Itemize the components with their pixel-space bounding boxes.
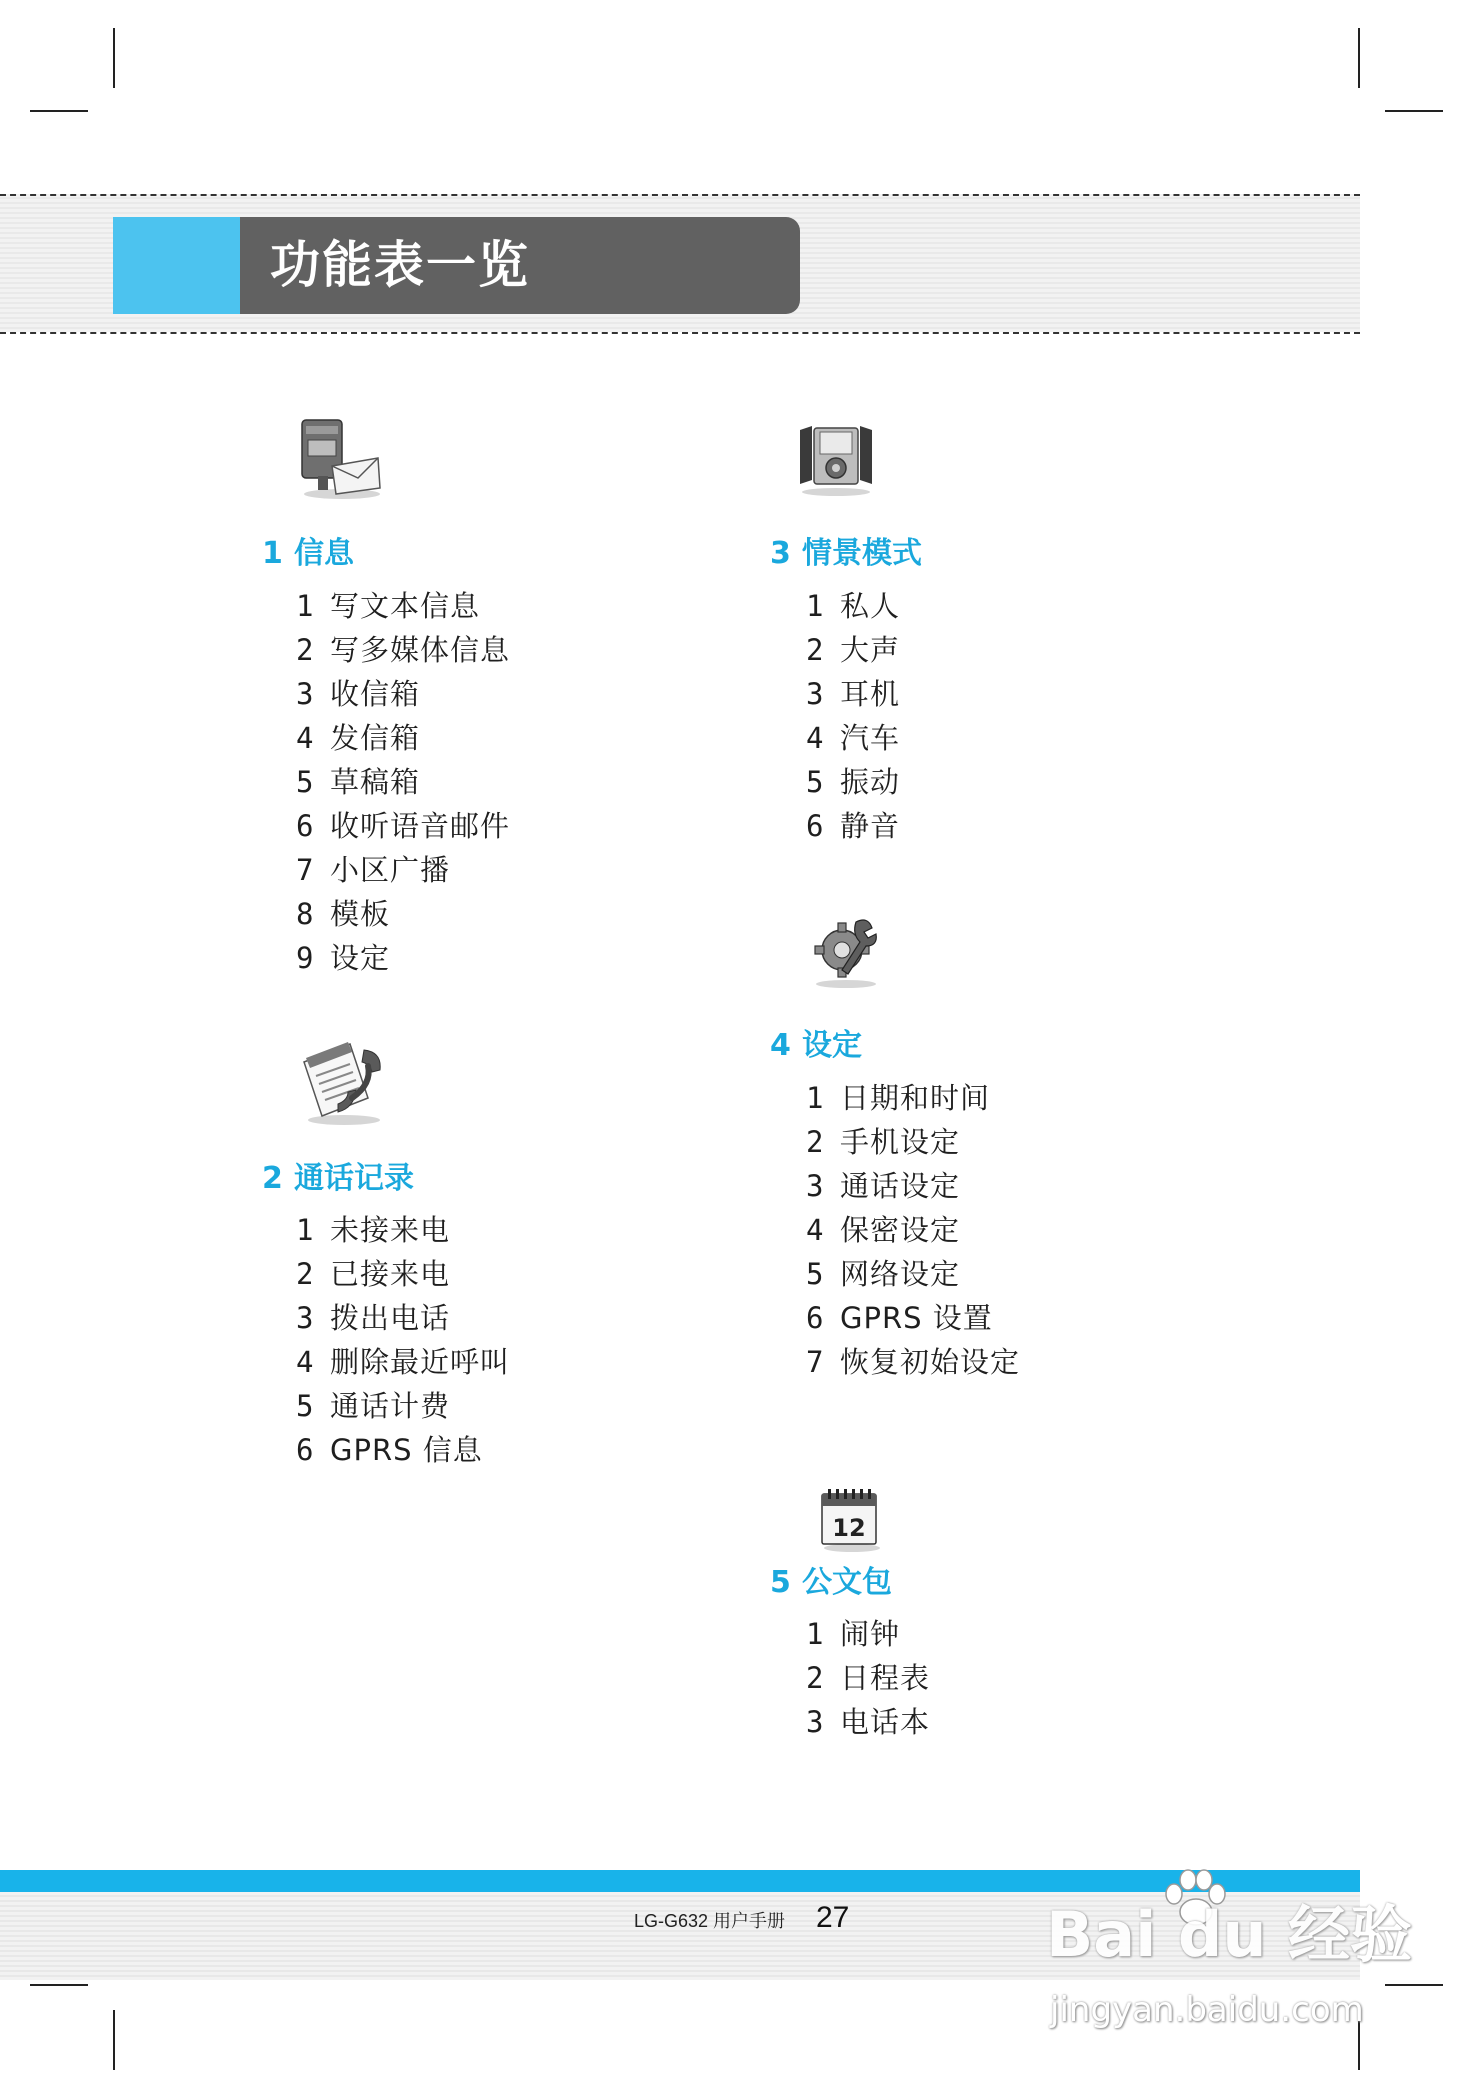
section-title: 设定 bbox=[802, 1028, 862, 1063]
speaker-profile-icon bbox=[796, 422, 876, 496]
item-number: 8 bbox=[296, 897, 314, 931]
menu-item[interactable] bbox=[806, 716, 900, 760]
menu-item[interactable] bbox=[806, 1700, 930, 1744]
item-label: 手机设定 bbox=[840, 1125, 961, 1159]
item-number: 4 bbox=[806, 1213, 824, 1247]
menu-item[interactable] bbox=[806, 1208, 1020, 1252]
item-label: 收信箱 bbox=[330, 677, 421, 711]
item-number: 6 bbox=[296, 809, 314, 843]
menu-item[interactable] bbox=[806, 1076, 1020, 1120]
item-number: 1 bbox=[806, 1081, 824, 1115]
watermark-url: jingyan.baidu.com bbox=[1050, 1990, 1364, 2030]
menu-item[interactable] bbox=[806, 804, 900, 848]
menu-item[interactable] bbox=[296, 760, 510, 804]
section-title: 情景模式 bbox=[802, 536, 922, 571]
calendar-icon bbox=[816, 1486, 884, 1552]
menu-item[interactable] bbox=[296, 1428, 510, 1472]
calendar-day-label: 12 bbox=[832, 1514, 866, 1542]
menu-list bbox=[296, 584, 510, 980]
menu-item[interactable] bbox=[296, 804, 510, 848]
item-label: 闹钟 bbox=[840, 1617, 901, 1651]
page-title: 功能表一览 bbox=[270, 236, 530, 294]
section-heading bbox=[770, 528, 922, 572]
footer-accent-bar bbox=[0, 1870, 1360, 1892]
menu-item[interactable] bbox=[296, 1384, 510, 1428]
menu-item[interactable] bbox=[296, 936, 510, 980]
menu-list bbox=[806, 1612, 930, 1744]
menu-list bbox=[806, 1076, 1020, 1384]
item-number: 5 bbox=[296, 1389, 314, 1423]
header-top-dash bbox=[0, 194, 1360, 196]
item-number: 6 bbox=[296, 1433, 314, 1467]
item-label: 日程表 bbox=[840, 1661, 931, 1695]
menu-item[interactable] bbox=[296, 1340, 510, 1384]
item-label: 私人 bbox=[840, 589, 901, 623]
item-number: 2 bbox=[806, 1125, 824, 1159]
crop-mark bbox=[30, 1984, 88, 1986]
section-number: 2 bbox=[262, 1161, 283, 1196]
item-number: 3 bbox=[806, 677, 824, 711]
item-number: 3 bbox=[296, 677, 314, 711]
crop-mark bbox=[1358, 28, 1360, 88]
item-label: 模板 bbox=[330, 897, 391, 931]
section-title: 公文包 bbox=[802, 1565, 892, 1600]
item-label: 恢复初始设定 bbox=[840, 1345, 1021, 1379]
item-number: 1 bbox=[296, 589, 314, 623]
section-title: 通话记录 bbox=[294, 1161, 414, 1196]
section-title: 信息 bbox=[294, 536, 354, 571]
item-label: 草稿箱 bbox=[330, 765, 421, 799]
item-number: 4 bbox=[806, 721, 824, 755]
item-label: 保密设定 bbox=[840, 1213, 961, 1247]
menu-item[interactable] bbox=[806, 584, 900, 628]
item-number: 3 bbox=[296, 1301, 314, 1335]
item-number: 6 bbox=[806, 809, 824, 843]
item-label: 小区广播 bbox=[330, 853, 451, 887]
item-number: 4 bbox=[296, 721, 314, 755]
section-number: 4 bbox=[770, 1028, 791, 1063]
section-number: 1 bbox=[262, 536, 283, 571]
item-number: 6 bbox=[806, 1301, 824, 1335]
menu-item[interactable] bbox=[296, 848, 510, 892]
section-heading bbox=[770, 1557, 892, 1601]
item-label: 电话本 bbox=[840, 1705, 931, 1739]
item-label: 收听语音邮件 bbox=[330, 809, 511, 843]
watermark-logo: Bai du 经验 bbox=[1046, 1898, 1413, 1971]
item-label: 发信箱 bbox=[330, 721, 421, 755]
item-label: 耳机 bbox=[840, 677, 901, 711]
section-heading bbox=[262, 528, 354, 572]
menu-item[interactable] bbox=[806, 1656, 930, 1700]
item-label: 通话计费 bbox=[330, 1389, 451, 1423]
item-number: 3 bbox=[806, 1169, 824, 1203]
item-label: 网络设定 bbox=[840, 1257, 961, 1291]
item-label: 已接来电 bbox=[330, 1257, 451, 1291]
menu-item[interactable] bbox=[806, 1164, 1020, 1208]
crop-mark bbox=[1385, 110, 1443, 112]
item-label: 设定 bbox=[330, 941, 391, 975]
menu-item[interactable] bbox=[296, 584, 510, 628]
menu-item[interactable] bbox=[296, 1208, 510, 1252]
item-number: 5 bbox=[806, 765, 824, 799]
menu-list bbox=[806, 584, 900, 848]
menu-item[interactable] bbox=[806, 1120, 1020, 1164]
menu-item[interactable] bbox=[296, 672, 510, 716]
item-number: 4 bbox=[296, 1345, 314, 1379]
item-label: 日期和时间 bbox=[840, 1081, 991, 1115]
item-label: 写多媒体信息 bbox=[330, 633, 511, 667]
item-number: 7 bbox=[296, 853, 314, 887]
item-label: 写文本信息 bbox=[330, 589, 481, 623]
menu-item[interactable] bbox=[806, 672, 900, 716]
section-heading bbox=[262, 1153, 414, 1197]
crop-mark bbox=[30, 110, 88, 112]
item-label: 拨出电话 bbox=[330, 1301, 451, 1335]
item-label: 振动 bbox=[840, 765, 901, 799]
mailbox-envelope-icon bbox=[298, 414, 382, 500]
item-number: 2 bbox=[806, 633, 824, 667]
item-number: 7 bbox=[806, 1345, 824, 1379]
menu-item[interactable] bbox=[296, 716, 510, 760]
item-label: 大声 bbox=[840, 633, 901, 667]
menu-item[interactable] bbox=[806, 1612, 930, 1656]
crop-mark bbox=[113, 2010, 115, 2070]
menu-list bbox=[296, 1208, 510, 1472]
title-accent-block bbox=[113, 217, 240, 314]
menu-item[interactable] bbox=[296, 1296, 510, 1340]
item-label: GPRS 设置 bbox=[840, 1301, 993, 1335]
phone-notepad-icon bbox=[298, 1036, 388, 1126]
item-number: 1 bbox=[806, 589, 824, 623]
item-number: 2 bbox=[296, 1257, 314, 1291]
menu-item[interactable] bbox=[296, 628, 510, 672]
header-bottom-dash bbox=[0, 332, 1360, 334]
crop-mark bbox=[113, 28, 115, 88]
item-number: 9 bbox=[296, 941, 314, 975]
section-number: 3 bbox=[770, 536, 791, 571]
crop-mark bbox=[1385, 1984, 1443, 1986]
item-number: 2 bbox=[806, 1661, 824, 1695]
item-number: 5 bbox=[296, 765, 314, 799]
section-heading bbox=[770, 1020, 862, 1064]
item-label: 汽车 bbox=[840, 721, 901, 755]
menu-item[interactable] bbox=[806, 760, 900, 804]
menu-item[interactable] bbox=[806, 1296, 1020, 1340]
item-label: 未接来电 bbox=[330, 1213, 451, 1247]
item-number: 5 bbox=[806, 1257, 824, 1291]
item-number: 3 bbox=[806, 1705, 824, 1739]
item-number: 1 bbox=[296, 1213, 314, 1247]
item-label: GPRS 信息 bbox=[330, 1433, 483, 1467]
menu-item[interactable] bbox=[296, 892, 510, 936]
menu-item[interactable] bbox=[296, 1252, 510, 1296]
item-label: 静音 bbox=[840, 809, 901, 843]
item-label: 删除最近呼叫 bbox=[330, 1345, 511, 1379]
gear-wrench-icon bbox=[808, 914, 882, 988]
manual-name: LG-G632 用户手册 bbox=[634, 1911, 786, 1931]
menu-item[interactable] bbox=[806, 1252, 1020, 1296]
menu-item[interactable] bbox=[806, 1340, 1020, 1384]
page-number: 27 bbox=[816, 1901, 850, 1934]
item-label: 通话设定 bbox=[840, 1169, 961, 1203]
item-number: 2 bbox=[296, 633, 314, 667]
menu-item[interactable] bbox=[806, 628, 900, 672]
section-number: 5 bbox=[770, 1565, 791, 1600]
item-number: 1 bbox=[806, 1617, 824, 1651]
